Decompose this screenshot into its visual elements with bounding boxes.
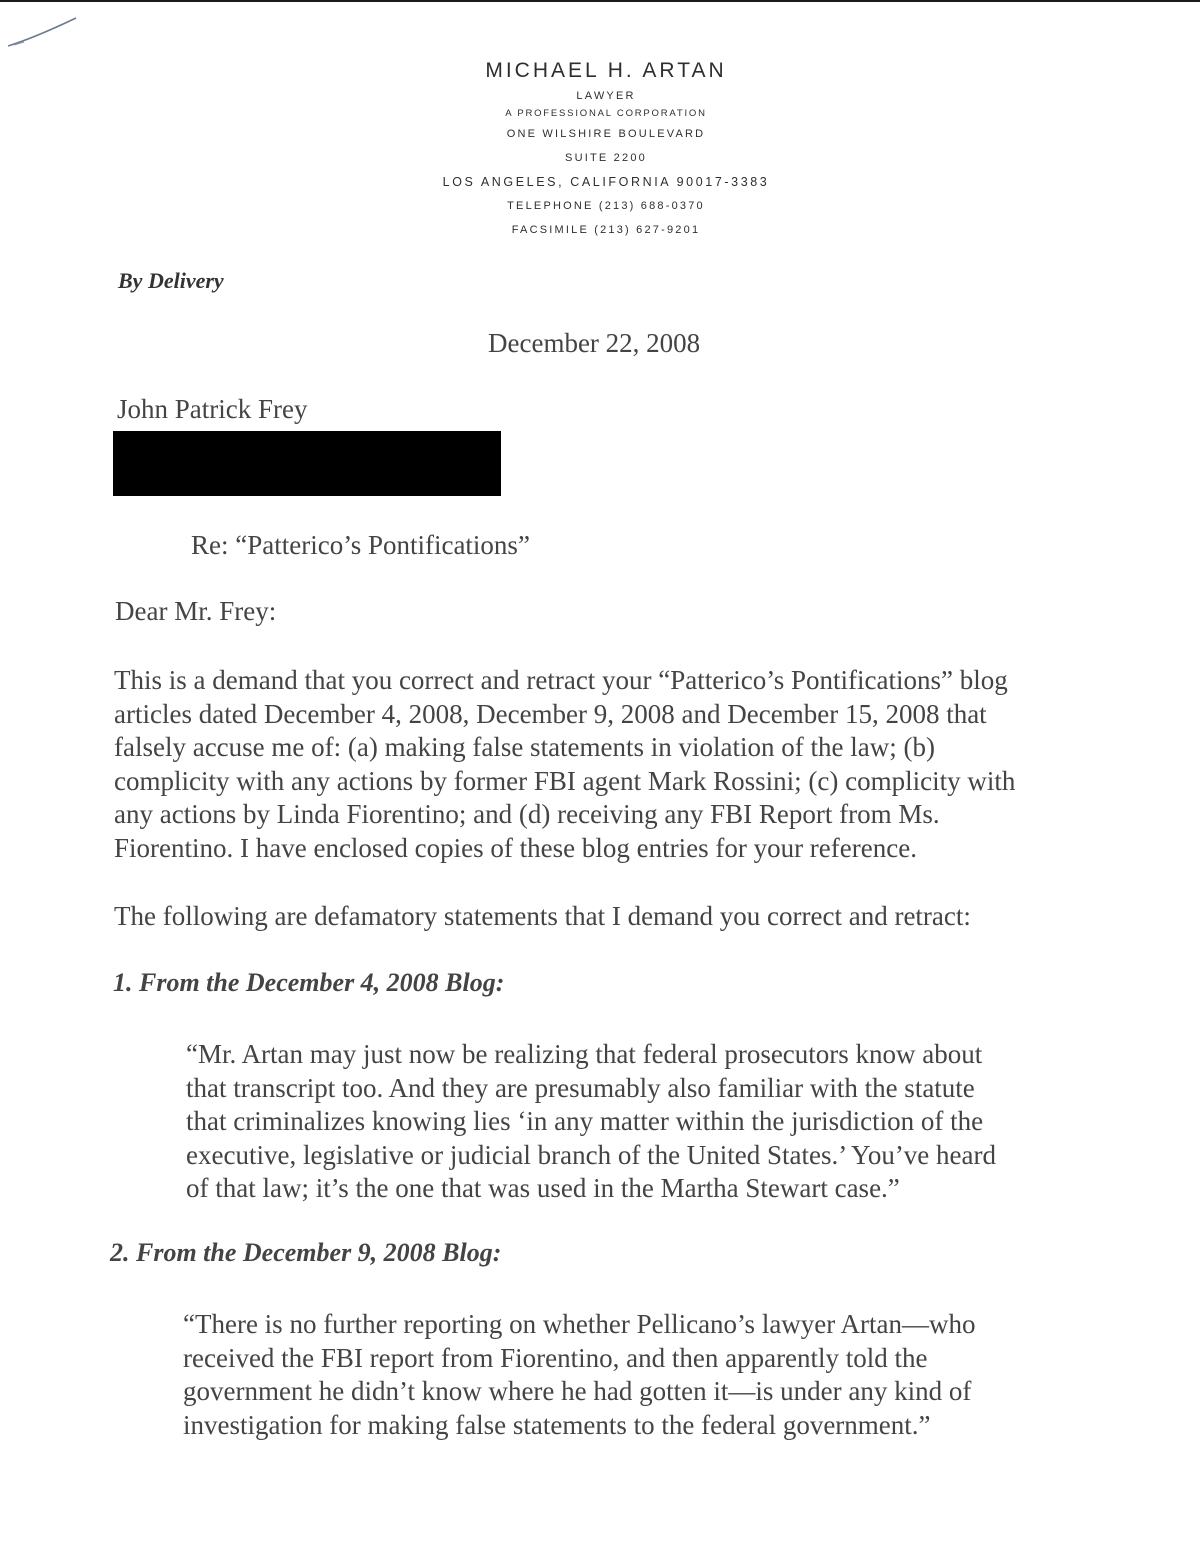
quote-line: executive, legislative or judicial branch of the United States.’ You’ve heard bbox=[186, 1139, 996, 1170]
paragraph-line: falsely accuse me of: (a) making false statements in violation of the law; (b) bbox=[114, 732, 935, 762]
letterhead-name: MICHAEL H. ARTAN bbox=[485, 59, 727, 82]
quote-line: government he didn’t know where he had gotten it—is under any kind of bbox=[183, 1376, 972, 1406]
salutation: Dear Mr. Frey: bbox=[115, 596, 277, 626]
blockquote-2 bbox=[183, 1308, 1083, 1442]
letterhead-facsimile: FACSIMILE (213) 627-9201 bbox=[511, 224, 701, 236]
letterhead-corporation: A PROFESSIONAL CORPORATION bbox=[505, 108, 707, 119]
quote-line: that criminalizes knowing lies ‘in any matter within the jurisdiction of the bbox=[186, 1106, 984, 1136]
blockquote-1 bbox=[186, 1038, 1086, 1206]
quote-line: investigation for making false statements to the federal government.” bbox=[183, 1409, 931, 1440]
paragraph-line: Fiorentino. I have enclosed copies of these blog entries for your reference. bbox=[114, 832, 917, 863]
section-heading-1: 1. From the December 4, 2008 Blog: bbox=[113, 968, 505, 997]
letterhead-title: LAWYER bbox=[576, 90, 636, 102]
letter-date: December 22, 2008 bbox=[488, 328, 701, 358]
paragraph-line: articles dated December 4, 2008, December 9, 2008 and December 15, 2008 that bbox=[114, 698, 987, 729]
letterhead-city: LOS ANGELES, CALIFORNIA 90017-3383 bbox=[442, 175, 770, 189]
paragraph-line: The following are defamatory statements that I demand you correct and retract: bbox=[114, 901, 971, 931]
paragraph-line: This is a demand that you correct and retract your “Patterico’s Pontifications” blog bbox=[114, 665, 1008, 695]
subject-line: Re: “Patterico’s Pontifications” bbox=[191, 530, 530, 560]
redacted-address bbox=[113, 431, 501, 496]
letterhead-telephone: TELEPHONE (213) 688-0370 bbox=[507, 200, 705, 212]
recipient-name: John Patrick Frey bbox=[117, 394, 308, 424]
section-heading-2: 2. From the December 9, 2008 Blog: bbox=[110, 1238, 502, 1267]
paragraph-line: any actions by Linda Fiorentino; and (d) receiving any FBI Report from Ms. bbox=[114, 799, 940, 829]
quote-line: “Mr. Artan may just now be realizing that federal prosecutors know about bbox=[186, 1039, 983, 1069]
quote-line: of that law; it’s the one that was used in the Martha Stewart case.” bbox=[186, 1173, 900, 1203]
delivery-method: By Delivery bbox=[118, 268, 224, 293]
letterhead-suite: SUITE 2200 bbox=[565, 152, 647, 164]
pen-mark-icon bbox=[4, 12, 84, 52]
letterhead-street: ONE WILSHIRE BOULEVARD bbox=[506, 128, 706, 140]
top-border bbox=[0, 0, 1200, 2]
quote-line: that transcript too. And they are presumably also familiar with the statute bbox=[186, 1072, 975, 1103]
demand-paragraph bbox=[114, 664, 1094, 865]
letterhead bbox=[300, 56, 912, 242]
paragraph-line: complicity with any actions by former FBI agent Mark Rossini; (c) complicity with bbox=[114, 765, 1016, 796]
statements-intro bbox=[114, 900, 1094, 934]
quote-line: received the FBI report from Fiorentino, and then apparently told the bbox=[183, 1342, 928, 1373]
quote-line: “There is no further reporting on whether Pellicano’s lawyer Artan—who bbox=[183, 1309, 976, 1339]
